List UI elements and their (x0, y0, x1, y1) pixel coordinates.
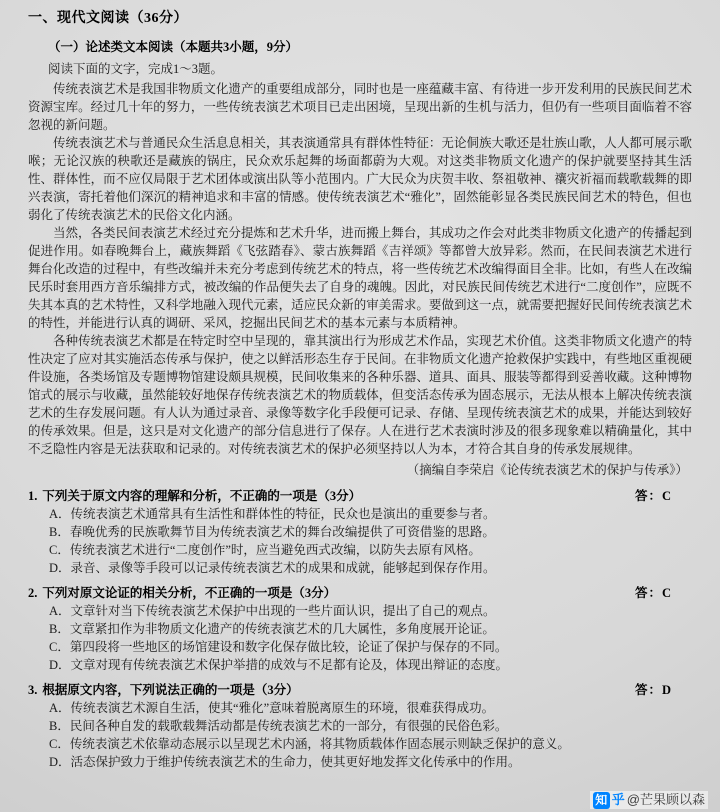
question-2-stem: 下列对原文论证的相关分析，不正确的一项是（3分） (42, 586, 337, 600)
question-1-option-c: C．传统表演艺术进行“二度创作”时，应当避免西式改编，以防失去原有风格。 (49, 543, 481, 557)
zhihu-logo-hu: 乎 (611, 792, 625, 807)
passage-paragraph-2: 传统表演艺术与普通民众生活息息相关，其表演通常具有群体性特征：无论侗族大歌还是壮族山歌，人人都可展示歌喉；无论汉族的秧歌还是藏族的锅庄，民众欢乐起舞的场面都蔚为大观。对这类非物质文化遗产的保护就要坚持其生活性、群体性，而不应仅局限于艺术团体或演出队等小范围内。广大民众为庆贺丰收、祭祖敬神、禳灾祈福而载歌载舞的即兴表演，寄托着他们深沉的精神追求和丰富的情感。使传统表演艺术“雅化”，固然能彰显各类民族民间艺术的特色，但也弱化了传统表演艺术的民俗文化内涵。 (28, 136, 692, 222)
question-2-answer: 答：C (634, 586, 672, 600)
zhihu-watermark (590, 791, 708, 809)
question-3-number: 3. (28, 683, 38, 697)
question-3-answer: 答：D (634, 683, 672, 697)
question-3-option-b: B．民间各种自发的载歌载舞活动都是传统表演艺术的一部分，有很强的民俗色彩。 (49, 719, 508, 733)
question-2-option-d: D．文章对现有传统表演艺术保护举措的成效与不足都有论及，体现出辩证的态度。 (49, 658, 509, 672)
question-2-stem-row (28, 584, 692, 602)
passage-paragraph-4: 各种传统表演艺术都是在特定时空中呈现的，靠其演出行为形成艺术作品，实现艺术价值。这类非物质文化遗产的特性决定了应对其实施活态传承与保护，使之以鲜活形态生存于民间。在非物质文化遗产抢救保护实践中，有些地区重视硬件设施，各类场馆及专题博物馆建设颇具规模，民间收集来的各种乐器、道具、面具、服装等都得到妥善收藏。这种博物馆式的展示与收藏，虽然能较好地保存传统表演艺术的物质载体，但变活态传承为固态展示，无法从根本上解决传统表演艺术的生存发展问题。有人认为通过录音、录像等数字化手段便可记录、存储、呈现传统表演艺术的成果，并能达到较好的传承效果。但是，这只是对文化遗产的部分信息进行了保存。人在进行艺术表演时涉及的很多现象难以精确量化，其中不乏隐性内容是无法获取和记录的。对传统表演艺术的保护必须坚持以人为本，才符合其自身的传承发展规律。 (28, 334, 692, 456)
question-3 (28, 681, 692, 771)
passage-paragraph-1: 传统表演艺术是我国非物质文化遗产的重要组成部分，同时也是一座蕴藏丰富、有待进一步开发利用的民族民间艺术资源宝库。经过几十年的努力，一些传统表演艺术项目已走出困境，呈现出新的生机与活力，但仍有一些项目面临着不容忽视的新问题。 (28, 82, 692, 132)
question-3-option-c: C．传统表演艺术依靠动态展示以呈现艺术内涵，将其物质载体作固态展示则缺乏保护的意义。 (49, 737, 570, 751)
question-2 (28, 584, 692, 674)
question-1-option-b: B．春晚优秀的民族歌舞节目为传统表演艺术的舞台改编提供了可资借鉴的思路。 (49, 525, 495, 539)
passage-paragraph-3: 当然，各类民间表演艺术经过充分提炼和艺术升华，进而搬上舞台，其成功之作会对此类非物质文化遗产的传播起到促进作用。如春晚舞台上，藏族舞蹈《飞弦踏春》、蒙古族舞蹈《吉祥颂》等都曾大放异彩。然而，在民间表演艺术进行舞台化改造的过程中，有些改编并未充分考虑到传统艺术的特点，将一些传统艺术改编得面目全非。比如，有些人在改编民乐时套用西方音乐编排方式，被改编的作品便失去了自身的魂魄。因此，对民族民间传统艺术进行“二度创作”，应既不失其本真的艺术特性，又科学地融入现代元素，适应民众新的审美需求。要做到这一点，就需要把握好民间传统表演艺术的特性，并能进行认真的调研、采风，挖掘出民间艺术的基本元素与本质精神。 (28, 226, 692, 330)
section-title: 一、现代文阅读（36分） (28, 11, 188, 26)
question-1-number: 1. (28, 489, 38, 503)
passage-attribution: （摘编自李荣启《论传统表演艺术的保护与传承》） (406, 463, 688, 477)
question-2-option-b: B．文章紧扣作为非物质文化遗产的传统表演艺术的几大属性，多角度展开论证。 (49, 622, 495, 636)
question-1-stem-row (28, 487, 692, 505)
question-2-number: 2. (28, 586, 38, 600)
question-2-option-a: A．文章针对当下传统表演艺术保护中出现的一些片面认识，提出了自己的观点。 (49, 604, 496, 618)
zhihu-handle: @芒果顾以森 (626, 792, 705, 807)
question-1-stem: 下列关于原文内容的理解和分析，不正确的一项是（3分） (42, 489, 362, 503)
subsection-title: （一）论述类文本阅读（本题共3小题，9分） (48, 40, 299, 54)
question-3-stem-row (28, 681, 692, 699)
reading-instruction: 阅读下面的文字，完成1～3题。 (48, 62, 224, 76)
question-1-option-a: A．传统表演艺术通常具有生活性和群体性的特征，民众也是演出的重要参与者。 (49, 507, 496, 521)
question-3-option-a: A．传统表演艺术源自生活，使其“雅化”意味着脱离原生的环境，很难获得成功。 (49, 701, 495, 715)
question-1-answer: 答：C (634, 489, 672, 503)
question-1 (28, 487, 692, 577)
question-1-option-d: D．录音、录像等手段可以记录传统表演艺术的成果和成就，能够起到保存作用。 (49, 561, 496, 575)
question-3-option-d: D．活态保护致力于维护传统表演艺术的生命力，使其更好地发挥文化传承中的作用。 (49, 755, 521, 769)
zhihu-logo-icon: 知 (593, 792, 610, 809)
question-3-stem: 根据原文内容，下列说法正确的一项是（3分） (42, 683, 299, 697)
question-2-option-c: C．第四段将一些地区的场馆建设和数字化保存做比较，论证了保护与保存的不同。 (49, 640, 508, 654)
